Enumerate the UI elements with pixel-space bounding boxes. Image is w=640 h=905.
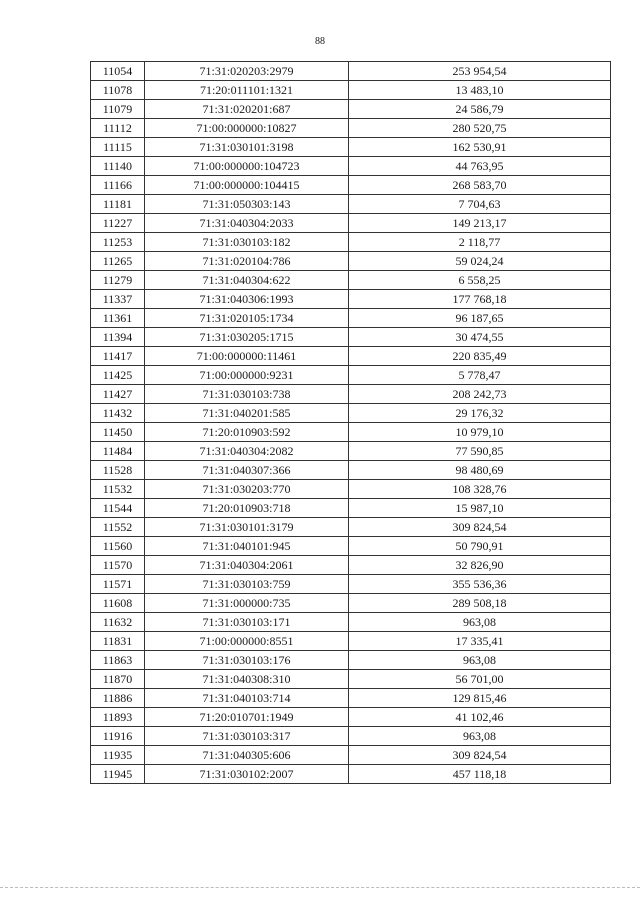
- amount-cell: 24 586,79: [349, 100, 611, 119]
- table-row: [91, 575, 611, 594]
- table-row: [91, 423, 611, 442]
- amount-cell: 457 118,18: [349, 765, 611, 784]
- amount-cell: 5 778,47: [349, 366, 611, 385]
- table-row: [91, 271, 611, 290]
- table-row: [91, 651, 611, 670]
- record-number-cell: 11532: [91, 480, 145, 499]
- amount-cell: 59 024,24: [349, 252, 611, 271]
- amount-cell: 41 102,46: [349, 708, 611, 727]
- record-number-cell: 11115: [91, 138, 145, 157]
- table-row: [91, 670, 611, 689]
- table-row: [91, 708, 611, 727]
- record-number-cell: 11432: [91, 404, 145, 423]
- amount-cell: 15 987,10: [349, 499, 611, 518]
- table-row: [91, 613, 611, 632]
- cadastral-number-cell: 71:31:040307:366: [145, 461, 349, 480]
- record-number-cell: 11831: [91, 632, 145, 651]
- record-number-cell: 11916: [91, 727, 145, 746]
- table-body: [91, 62, 611, 784]
- record-number-cell: 11570: [91, 556, 145, 575]
- record-number-cell: 11417: [91, 347, 145, 366]
- record-number-cell: 11054: [91, 62, 145, 81]
- cadastral-number-cell: 71:31:040304:2033: [145, 214, 349, 233]
- table-row: [91, 480, 611, 499]
- table-row: [91, 119, 611, 138]
- cadastral-number-cell: 71:31:040306:1993: [145, 290, 349, 309]
- cadastral-number-cell: 71:31:040308:310: [145, 670, 349, 689]
- amount-cell: 108 328,76: [349, 480, 611, 499]
- record-number-cell: 11265: [91, 252, 145, 271]
- record-number-cell: 11935: [91, 746, 145, 765]
- cadastral-number-cell: 71:31:040103:714: [145, 689, 349, 708]
- record-number-cell: 11552: [91, 518, 145, 537]
- cadastral-number-cell: 71:31:040201:585: [145, 404, 349, 423]
- amount-cell: 10 979,10: [349, 423, 611, 442]
- amount-cell: 963,08: [349, 613, 611, 632]
- amount-cell: 56 701,00: [349, 670, 611, 689]
- record-number-cell: 11425: [91, 366, 145, 385]
- cadastral-number-cell: 71:20:010903:592: [145, 423, 349, 442]
- amount-cell: 208 242,73: [349, 385, 611, 404]
- table-row: [91, 100, 611, 119]
- amount-cell: 98 480,69: [349, 461, 611, 480]
- amount-cell: 177 768,18: [349, 290, 611, 309]
- amount-cell: 77 590,85: [349, 442, 611, 461]
- record-number-cell: 11863: [91, 651, 145, 670]
- page-number: 88: [315, 36, 325, 47]
- table-row: [91, 556, 611, 575]
- table-row: [91, 537, 611, 556]
- cadastral-number-cell: 71:31:030103:759: [145, 575, 349, 594]
- record-number-cell: 11886: [91, 689, 145, 708]
- amount-cell: 268 583,70: [349, 176, 611, 195]
- table-row: [91, 62, 611, 81]
- record-number-cell: 11112: [91, 119, 145, 138]
- cadastral-number-cell: 71:31:020104:786: [145, 252, 349, 271]
- cadastral-number-cell: 71:31:040305:606: [145, 746, 349, 765]
- table-row: [91, 81, 611, 100]
- table-row: [91, 195, 611, 214]
- cadastral-number-cell: 71:31:020105:1734: [145, 309, 349, 328]
- table-row: [91, 176, 611, 195]
- table-row: [91, 157, 611, 176]
- cadastral-number-cell: 71:31:030103:317: [145, 727, 349, 746]
- cadastral-number-cell: 71:31:020201:687: [145, 100, 349, 119]
- amount-cell: 30 474,55: [349, 328, 611, 347]
- table-row: [91, 385, 611, 404]
- amount-cell: 129 815,46: [349, 689, 611, 708]
- record-number-cell: 11870: [91, 670, 145, 689]
- table-row: [91, 632, 611, 651]
- cadastral-number-cell: 71:20:010701:1949: [145, 708, 349, 727]
- record-number-cell: 11361: [91, 309, 145, 328]
- record-number-cell: 11427: [91, 385, 145, 404]
- cadastral-number-cell: 71:31:040101:945: [145, 537, 349, 556]
- table-row: [91, 499, 611, 518]
- record-number-cell: 11166: [91, 176, 145, 195]
- amount-cell: 309 824,54: [349, 518, 611, 537]
- amount-cell: 309 824,54: [349, 746, 611, 765]
- cadastral-number-cell: 71:00:000000:10827: [145, 119, 349, 138]
- table-row: [91, 689, 611, 708]
- record-number-cell: 11279: [91, 271, 145, 290]
- cadastral-number-cell: 71:31:030103:182: [145, 233, 349, 252]
- record-number-cell: 11544: [91, 499, 145, 518]
- cadastral-number-cell: 71:31:030205:1715: [145, 328, 349, 347]
- record-number-cell: 11608: [91, 594, 145, 613]
- cadastral-number-cell: 71:31:020203:2979: [145, 62, 349, 81]
- table-row: [91, 328, 611, 347]
- table-row: [91, 765, 611, 784]
- cadastral-number-cell: 71:31:040304:2082: [145, 442, 349, 461]
- record-number-cell: 11140: [91, 157, 145, 176]
- table-row: [91, 518, 611, 537]
- table-row: [91, 138, 611, 157]
- amount-cell: 149 213,17: [349, 214, 611, 233]
- record-number-cell: 11528: [91, 461, 145, 480]
- cadastral-number-cell: 71:00:000000:104723: [145, 157, 349, 176]
- amount-cell: 289 508,18: [349, 594, 611, 613]
- record-number-cell: 11632: [91, 613, 145, 632]
- record-number-cell: 11079: [91, 100, 145, 119]
- amount-cell: 963,08: [349, 651, 611, 670]
- amount-cell: 96 187,65: [349, 309, 611, 328]
- table-row: [91, 214, 611, 233]
- amount-cell: 162 530,91: [349, 138, 611, 157]
- amount-cell: 355 536,36: [349, 575, 611, 594]
- cadastral-number-cell: 71:31:050303:143: [145, 195, 349, 214]
- table-row: [91, 727, 611, 746]
- table-row: [91, 461, 611, 480]
- table-row: [91, 594, 611, 613]
- cadastral-number-cell: 71:31:040304:622: [145, 271, 349, 290]
- cadastral-number-cell: 71:31:030102:2007: [145, 765, 349, 784]
- amount-cell: 963,08: [349, 727, 611, 746]
- cadastral-number-cell: 71:20:011101:1321: [145, 81, 349, 100]
- record-number-cell: 11893: [91, 708, 145, 727]
- amount-cell: 13 483,10: [349, 81, 611, 100]
- amount-cell: 29 176,32: [349, 404, 611, 423]
- record-number-cell: 11337: [91, 290, 145, 309]
- cadastral-number-cell: 71:31:030101:3179: [145, 518, 349, 537]
- cadastral-number-cell: 71:31:030103:171: [145, 613, 349, 632]
- record-number-cell: 11227: [91, 214, 145, 233]
- amount-cell: 6 558,25: [349, 271, 611, 290]
- amount-cell: 2 118,77: [349, 233, 611, 252]
- record-number-cell: 11181: [91, 195, 145, 214]
- cadastral-number-cell: 71:31:030101:3198: [145, 138, 349, 157]
- cadastral-number-cell: 71:31:030203:770: [145, 480, 349, 499]
- table-row: [91, 366, 611, 385]
- footer-scan-marks: [0, 887, 640, 890]
- table-row: [91, 290, 611, 309]
- amount-cell: 17 335,41: [349, 632, 611, 651]
- record-number-cell: 11484: [91, 442, 145, 461]
- amount-cell: 280 520,75: [349, 119, 611, 138]
- record-number-cell: 11253: [91, 233, 145, 252]
- cadastral-number-cell: 71:31:030103:738: [145, 385, 349, 404]
- record-number-cell: 11450: [91, 423, 145, 442]
- table-row: [91, 252, 611, 271]
- record-number-cell: 11560: [91, 537, 145, 556]
- table-row: [91, 404, 611, 423]
- cadastral-number-cell: 71:31:040304:2061: [145, 556, 349, 575]
- record-number-cell: 11945: [91, 765, 145, 784]
- cadastral-number-cell: 71:20:010903:718: [145, 499, 349, 518]
- table-row: [91, 309, 611, 328]
- cadastral-number-cell: 71:00:000000:104415: [145, 176, 349, 195]
- amount-cell: 253 954,54: [349, 62, 611, 81]
- record-number-cell: 11394: [91, 328, 145, 347]
- amount-cell: 50 790,91: [349, 537, 611, 556]
- cadastral-number-cell: 71:00:000000:11461: [145, 347, 349, 366]
- cadastral-number-cell: 71:31:000000:735: [145, 594, 349, 613]
- cadastral-number-cell: 71:31:030103:176: [145, 651, 349, 670]
- cadastral-number-cell: 71:00:000000:9231: [145, 366, 349, 385]
- amount-cell: 7 704,63: [349, 195, 611, 214]
- amount-cell: 220 835,49: [349, 347, 611, 366]
- record-number-cell: 11571: [91, 575, 145, 594]
- table-row: [91, 442, 611, 461]
- amount-cell: 44 763,95: [349, 157, 611, 176]
- cadastral-number-cell: 71:00:000000:8551: [145, 632, 349, 651]
- data-table: [90, 61, 611, 784]
- table-row: [91, 347, 611, 366]
- amount-cell: 32 826,90: [349, 556, 611, 575]
- record-number-cell: 11078: [91, 81, 145, 100]
- table-row: [91, 746, 611, 765]
- table-row: [91, 233, 611, 252]
